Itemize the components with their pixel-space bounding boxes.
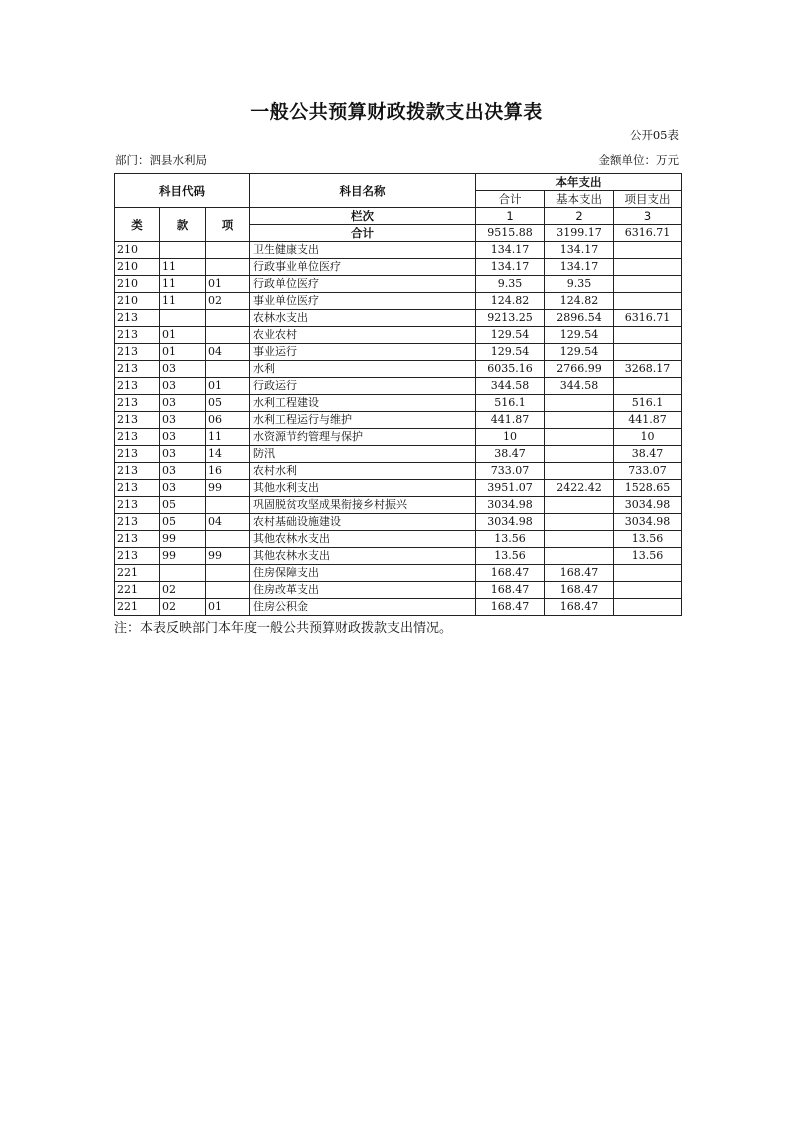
cell-lei: 213 xyxy=(115,310,160,327)
cell-project: 13.56 xyxy=(614,531,682,548)
cell-lei: 213 xyxy=(115,327,160,344)
cell-lei: 210 xyxy=(115,259,160,276)
cell-basic xyxy=(545,531,614,548)
cell-project: 3034.98 xyxy=(614,514,682,531)
cell-project xyxy=(614,565,682,582)
sum-project: 6316.71 xyxy=(614,225,682,242)
cell-name: 行政运行 xyxy=(250,378,476,395)
cell-project: 6316.71 xyxy=(614,310,682,327)
cell-kuan: 05 xyxy=(160,497,206,514)
cell-kuan: 03 xyxy=(160,395,206,412)
table-row xyxy=(115,463,682,480)
table-row xyxy=(115,293,682,310)
cell-name: 水利工程运行与维护 xyxy=(250,412,476,429)
header-xiang: 项 xyxy=(206,208,250,242)
cell-kuan: 02 xyxy=(160,582,206,599)
table-body xyxy=(115,242,682,616)
cell-total: 38.47 xyxy=(476,446,545,463)
cell-name: 卫生健康支出 xyxy=(250,242,476,259)
cell-total: 344.58 xyxy=(476,378,545,395)
cell-xiang xyxy=(206,531,250,548)
cell-lei: 221 xyxy=(115,582,160,599)
cell-total: 13.56 xyxy=(476,548,545,565)
cell-kuan: 11 xyxy=(160,276,206,293)
cell-name: 行政单位医疗 xyxy=(250,276,476,293)
cell-kuan: 99 xyxy=(160,548,206,565)
cell-project: 733.07 xyxy=(614,463,682,480)
cell-basic xyxy=(545,514,614,531)
cell-name: 事业运行 xyxy=(250,344,476,361)
cell-total: 733.07 xyxy=(476,463,545,480)
cell-lei: 213 xyxy=(115,514,160,531)
header-column-label: 栏次 xyxy=(250,208,476,225)
header-lei: 类 xyxy=(115,208,160,242)
footnote: 注：本表反映部门本年度一般公共预算财政拨款支出情况。 xyxy=(114,621,453,636)
cell-basic xyxy=(545,497,614,514)
header-project: 项目支出 xyxy=(614,191,682,208)
cell-xiang xyxy=(206,582,250,599)
cell-kuan: 01 xyxy=(160,344,206,361)
header-col3: 3 xyxy=(614,208,682,225)
cell-project xyxy=(614,276,682,293)
cell-project xyxy=(614,293,682,310)
sum-basic: 3199.17 xyxy=(545,225,614,242)
header-col2: 2 xyxy=(545,208,614,225)
cell-kuan: 01 xyxy=(160,327,206,344)
cell-kuan: 02 xyxy=(160,599,206,616)
table-row xyxy=(115,361,682,378)
cell-xiang: 14 xyxy=(206,446,250,463)
cell-xiang xyxy=(206,310,250,327)
cell-name: 其他农林水支出 xyxy=(250,548,476,565)
table-row xyxy=(115,276,682,293)
cell-xiang xyxy=(206,497,250,514)
table-row xyxy=(115,531,682,548)
cell-name: 农村基础设施建设 xyxy=(250,514,476,531)
cell-kuan: 03 xyxy=(160,480,206,497)
cell-basic xyxy=(545,429,614,446)
table-row xyxy=(115,480,682,497)
cell-xiang: 01 xyxy=(206,599,250,616)
cell-basic: 2896.54 xyxy=(545,310,614,327)
cell-lei: 221 xyxy=(115,565,160,582)
header-total: 合计 xyxy=(476,191,545,208)
cell-basic: 134.17 xyxy=(545,242,614,259)
header-name: 科目名称 xyxy=(250,174,476,208)
cell-kuan: 03 xyxy=(160,429,206,446)
cell-lei: 213 xyxy=(115,497,160,514)
header-current-year: 本年支出 xyxy=(476,174,682,191)
cell-basic: 134.17 xyxy=(545,259,614,276)
cell-lei: 213 xyxy=(115,480,160,497)
cell-basic xyxy=(545,412,614,429)
cell-project xyxy=(614,327,682,344)
cell-kuan: 03 xyxy=(160,463,206,480)
cell-project: 1528.65 xyxy=(614,480,682,497)
cell-name: 行政事业单位医疗 xyxy=(250,259,476,276)
cell-lei: 213 xyxy=(115,378,160,395)
cell-total: 134.17 xyxy=(476,259,545,276)
cell-project: 3034.98 xyxy=(614,497,682,514)
cell-total: 516.1 xyxy=(476,395,545,412)
cell-basic: 168.47 xyxy=(545,599,614,616)
table-row xyxy=(115,395,682,412)
cell-project xyxy=(614,582,682,599)
cell-xiang xyxy=(206,361,250,378)
cell-lei: 213 xyxy=(115,548,160,565)
cell-lei: 221 xyxy=(115,599,160,616)
cell-project xyxy=(614,259,682,276)
cell-total: 6035.16 xyxy=(476,361,545,378)
cell-name: 其他农林水支出 xyxy=(250,531,476,548)
cell-project: 3268.17 xyxy=(614,361,682,378)
table-row xyxy=(115,582,682,599)
cell-name: 水利 xyxy=(250,361,476,378)
cell-basic: 2766.99 xyxy=(545,361,614,378)
table-row xyxy=(115,378,682,395)
table-row xyxy=(115,446,682,463)
cell-xiang: 06 xyxy=(206,412,250,429)
cell-lei: 210 xyxy=(115,293,160,310)
cell-total: 168.47 xyxy=(476,599,545,616)
cell-basic xyxy=(545,463,614,480)
cell-lei: 213 xyxy=(115,412,160,429)
cell-total: 129.54 xyxy=(476,327,545,344)
table-row xyxy=(115,259,682,276)
cell-lei: 213 xyxy=(115,463,160,480)
cell-lei: 213 xyxy=(115,531,160,548)
cell-total: 441.87 xyxy=(476,412,545,429)
cell-basic: 168.47 xyxy=(545,565,614,582)
cell-lei: 210 xyxy=(115,242,160,259)
cell-basic xyxy=(545,446,614,463)
cell-kuan xyxy=(160,310,206,327)
cell-xiang: 04 xyxy=(206,344,250,361)
cell-xiang xyxy=(206,242,250,259)
cell-name: 防汛 xyxy=(250,446,476,463)
sum-label: 合计 xyxy=(250,225,476,242)
cell-xiang xyxy=(206,327,250,344)
cell-xiang: 01 xyxy=(206,378,250,395)
cell-basic: 124.82 xyxy=(545,293,614,310)
cell-name: 事业单位医疗 xyxy=(250,293,476,310)
cell-xiang: 05 xyxy=(206,395,250,412)
cell-name: 水利工程建设 xyxy=(250,395,476,412)
cell-total: 3034.98 xyxy=(476,514,545,531)
cell-xiang: 01 xyxy=(206,276,250,293)
cell-basic: 129.54 xyxy=(545,344,614,361)
cell-kuan: 03 xyxy=(160,412,206,429)
cell-total: 168.47 xyxy=(476,582,545,599)
cell-kuan: 11 xyxy=(160,293,206,310)
cell-project xyxy=(614,378,682,395)
cell-xiang: 04 xyxy=(206,514,250,531)
cell-project: 13.56 xyxy=(614,548,682,565)
cell-lei: 213 xyxy=(115,429,160,446)
table-row xyxy=(115,565,682,582)
cell-project xyxy=(614,344,682,361)
table-row xyxy=(115,599,682,616)
cell-total: 9.35 xyxy=(476,276,545,293)
header-col1: 1 xyxy=(476,208,545,225)
table-row xyxy=(115,344,682,361)
expenditure-table xyxy=(114,173,682,616)
cell-xiang xyxy=(206,259,250,276)
cell-xiang: 99 xyxy=(206,548,250,565)
cell-project: 38.47 xyxy=(614,446,682,463)
cell-basic xyxy=(545,548,614,565)
cell-name: 住房保障支出 xyxy=(250,565,476,582)
cell-total: 9213.25 xyxy=(476,310,545,327)
cell-lei: 210 xyxy=(115,276,160,293)
cell-xiang: 16 xyxy=(206,463,250,480)
cell-lei: 213 xyxy=(115,446,160,463)
cell-total: 3951.07 xyxy=(476,480,545,497)
table-row xyxy=(115,497,682,514)
cell-project: 516.1 xyxy=(614,395,682,412)
unit-label: 金额单位：万元 xyxy=(598,153,679,167)
cell-basic: 2422.42 xyxy=(545,480,614,497)
cell-xiang: 99 xyxy=(206,480,250,497)
cell-kuan: 05 xyxy=(160,514,206,531)
header-kuan: 款 xyxy=(160,208,206,242)
cell-total: 13.56 xyxy=(476,531,545,548)
cell-lei: 213 xyxy=(115,361,160,378)
cell-name: 农林水支出 xyxy=(250,310,476,327)
cell-kuan: 03 xyxy=(160,361,206,378)
cell-kuan: 99 xyxy=(160,531,206,548)
department-label: 部门：泗县水利局 xyxy=(115,153,207,167)
cell-basic: 129.54 xyxy=(545,327,614,344)
cell-xiang: 11 xyxy=(206,429,250,446)
cell-name: 住房公积金 xyxy=(250,599,476,616)
table-row xyxy=(115,412,682,429)
cell-total: 129.54 xyxy=(476,344,545,361)
cell-kuan: 03 xyxy=(160,446,206,463)
cell-total: 124.82 xyxy=(476,293,545,310)
cell-xiang xyxy=(206,565,250,582)
cell-name: 农村水利 xyxy=(250,463,476,480)
cell-project xyxy=(614,599,682,616)
cell-basic: 168.47 xyxy=(545,582,614,599)
cell-lei: 213 xyxy=(115,344,160,361)
cell-name: 住房改革支出 xyxy=(250,582,476,599)
cell-basic: 344.58 xyxy=(545,378,614,395)
table-row xyxy=(115,327,682,344)
cell-name: 其他水利支出 xyxy=(250,480,476,497)
cell-kuan: 11 xyxy=(160,259,206,276)
cell-name: 农业农村 xyxy=(250,327,476,344)
cell-total: 10 xyxy=(476,429,545,446)
form-number: 公开05表 xyxy=(629,128,679,142)
sum-total: 9515.88 xyxy=(476,225,545,242)
cell-total: 3034.98 xyxy=(476,497,545,514)
cell-name: 巩固脱贫攻坚成果衔接乡村振兴 xyxy=(250,497,476,514)
cell-name: 水资源节约管理与保护 xyxy=(250,429,476,446)
cell-project: 10 xyxy=(614,429,682,446)
table-row xyxy=(115,548,682,565)
cell-kuan: 03 xyxy=(160,378,206,395)
table-row xyxy=(115,310,682,327)
cell-project xyxy=(614,242,682,259)
table-row xyxy=(115,429,682,446)
cell-xiang: 02 xyxy=(206,293,250,310)
cell-basic xyxy=(545,395,614,412)
cell-total: 134.17 xyxy=(476,242,545,259)
cell-kuan xyxy=(160,565,206,582)
cell-lei: 213 xyxy=(115,395,160,412)
cell-basic: 9.35 xyxy=(545,276,614,293)
header-basic: 基本支出 xyxy=(545,191,614,208)
header-code-group: 科目代码 xyxy=(115,174,250,208)
cell-total: 168.47 xyxy=(476,565,545,582)
table-row xyxy=(115,514,682,531)
page-title: 一般公共预算财政拨款支出决算表 xyxy=(250,101,543,123)
cell-kuan xyxy=(160,242,206,259)
table-row xyxy=(115,242,682,259)
cell-project: 441.87 xyxy=(614,412,682,429)
